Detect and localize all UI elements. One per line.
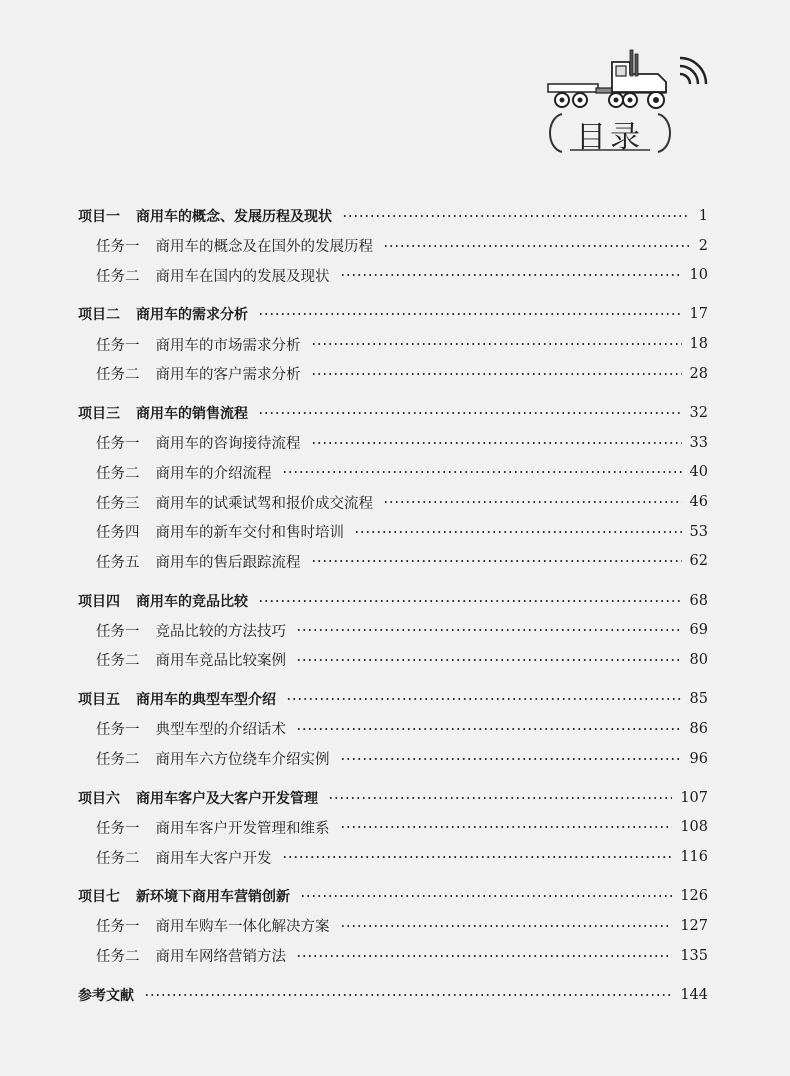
entry-title: 商用车的概念及在国外的发展历程 — [155, 239, 373, 256]
toc-task-entry[interactable] — [78, 941, 708, 971]
page-number: 69 — [689, 622, 708, 639]
entry-number: 任务一 — [96, 436, 140, 453]
toc-task-entry[interactable] — [78, 329, 708, 359]
entry-title: 商用车客户开发管理和维系 — [155, 820, 330, 837]
toc-task-entry[interactable] — [78, 547, 708, 577]
page-number: 135 — [680, 947, 708, 964]
entry-title: 商用车的咨询接待流程 — [155, 436, 301, 453]
toc-task-entry[interactable] — [78, 813, 708, 843]
toc-project-entry[interactable] — [78, 881, 708, 911]
entry-number: 任务二 — [96, 367, 140, 384]
entry-title: 典型车型的介绍话术 — [155, 722, 286, 739]
entry-title: 商用车的需求分析 — [136, 307, 248, 324]
toc-task-entry[interactable] — [78, 911, 708, 941]
toc-project-entry[interactable] — [78, 300, 708, 330]
entry-number: 项目四 — [78, 593, 120, 610]
dot-leader — [311, 343, 682, 345]
entry-number: 项目二 — [78, 307, 120, 324]
entry-title: 商用车竞品比较案例 — [155, 653, 286, 670]
toc-task-entry[interactable] — [78, 842, 708, 872]
toc-task-entry[interactable] — [78, 714, 708, 744]
entry-number: 任务二 — [96, 752, 140, 769]
page-number: 80 — [689, 651, 708, 668]
toc-references-entry[interactable] — [78, 980, 708, 1010]
entry-number: 任务二 — [96, 850, 140, 867]
entry-title: 竞品比较的方法技巧 — [155, 623, 286, 640]
entry-title: 商用车的新车交付和售时培训 — [155, 525, 344, 542]
toc-task-entry[interactable] — [78, 260, 708, 290]
page-number: 126 — [680, 888, 708, 905]
toc-header — [540, 48, 720, 158]
entry-number: 项目三 — [78, 405, 120, 422]
dot-leader — [296, 629, 682, 631]
entry-title: 商用车的典型车型介绍 — [136, 692, 276, 709]
dot-leader — [258, 600, 682, 602]
toc-task-entry[interactable] — [78, 645, 708, 675]
entry-number: 任务一 — [96, 722, 140, 739]
page-number: 32 — [689, 404, 708, 421]
entry-number: 任务三 — [96, 495, 140, 512]
toc-task-entry[interactable] — [78, 744, 708, 774]
entry-title: 参考文献 — [78, 987, 134, 1004]
toc-task-entry[interactable] — [78, 428, 708, 458]
dot-leader — [296, 659, 682, 661]
entry-title: 商用车的售后跟踪流程 — [155, 554, 301, 571]
page-number: 17 — [689, 306, 708, 323]
dot-leader — [300, 895, 672, 897]
page-number: 46 — [689, 494, 708, 511]
entry-number: 任务一 — [96, 239, 140, 256]
dot-leader — [340, 925, 673, 927]
toc-task-entry[interactable] — [78, 517, 708, 547]
entry-number: 项目七 — [78, 889, 120, 906]
toc-project-entry[interactable] — [78, 783, 708, 813]
entry-title: 商用车在国内的发展及现状 — [155, 268, 330, 285]
entry-title: 商用车的竞品比较 — [136, 593, 248, 610]
toc-project-entry[interactable] — [78, 684, 708, 714]
page-title: 目录 — [576, 120, 644, 155]
dot-leader — [383, 245, 690, 247]
entry-title: 商用车大客户开发 — [155, 850, 272, 867]
entry-number: 任务四 — [96, 525, 140, 542]
dot-leader — [144, 994, 672, 996]
dot-leader — [354, 531, 682, 533]
page-number: 144 — [680, 986, 708, 1003]
page-number: 10 — [689, 267, 708, 284]
page-number: 33 — [689, 434, 708, 451]
entry-number: 任务二 — [96, 268, 140, 285]
toc-task-entry[interactable] — [78, 359, 708, 389]
page-number: 28 — [689, 365, 708, 382]
page-number: 53 — [689, 523, 708, 540]
entry-number: 任务一 — [96, 919, 140, 936]
entry-title: 商用车的客户需求分析 — [155, 367, 301, 384]
dot-leader — [340, 274, 682, 276]
dot-leader — [340, 826, 673, 828]
page-number: 1 — [698, 207, 708, 224]
entry-number: 任务二 — [96, 653, 140, 670]
page-number: 62 — [689, 553, 708, 570]
dot-leader — [383, 501, 682, 503]
entry-number: 任务二 — [96, 465, 140, 482]
entry-title: 商用车的概念、发展历程及现状 — [136, 208, 332, 225]
entry-title: 商用车客户及大客户开发管理 — [136, 790, 318, 807]
dot-leader — [296, 955, 672, 957]
toc-project-entry[interactable] — [78, 586, 708, 616]
page-number: 2 — [698, 237, 708, 254]
page-number: 108 — [680, 819, 708, 836]
dot-leader — [282, 856, 673, 858]
page-number: 68 — [689, 592, 708, 609]
title-frame — [540, 110, 680, 156]
entry-number: 项目一 — [78, 208, 120, 225]
dot-leader — [282, 471, 682, 473]
entry-title: 商用车六方位绕车介绍实例 — [155, 752, 330, 769]
entry-number: 任务五 — [96, 554, 140, 571]
entry-title: 商用车的试乘试驾和报价成交流程 — [155, 495, 373, 512]
entry-number: 项目五 — [78, 692, 120, 709]
page-number: 40 — [689, 464, 708, 481]
table-of-contents — [78, 201, 708, 1010]
dot-leader — [286, 698, 682, 700]
dot-leader — [311, 442, 682, 444]
entry-number: 任务二 — [96, 949, 140, 966]
page-number: 107 — [680, 789, 708, 806]
toc-task-entry[interactable] — [78, 615, 708, 645]
toc-project-entry[interactable] — [78, 398, 708, 428]
truck-icon — [544, 48, 712, 112]
page-number: 18 — [689, 336, 708, 353]
toc-task-entry[interactable] — [78, 231, 708, 261]
dot-leader — [311, 373, 682, 375]
page-number: 96 — [689, 750, 708, 767]
entry-title: 商用车购车一体化解决方案 — [155, 919, 330, 936]
entry-number: 任务一 — [96, 820, 140, 837]
dot-leader — [311, 560, 682, 562]
entry-title: 商用车的销售流程 — [136, 405, 248, 422]
page-number: 127 — [680, 917, 708, 934]
entry-number: 任务一 — [96, 623, 140, 640]
toc-project-entry[interactable] — [78, 201, 708, 231]
page-number: 85 — [689, 691, 708, 708]
toc-task-entry[interactable] — [78, 487, 708, 517]
dot-leader — [296, 728, 682, 730]
page-number: 116 — [680, 849, 708, 866]
dot-leader — [328, 797, 672, 799]
entry-title: 新环境下商用车营销创新 — [136, 889, 290, 906]
dot-leader — [340, 758, 682, 760]
entry-title: 商用车的市场需求分析 — [155, 337, 301, 354]
toc-task-entry[interactable] — [78, 458, 708, 488]
page-number: 86 — [689, 720, 708, 737]
dot-leader — [258, 313, 682, 315]
entry-number: 任务一 — [96, 337, 140, 354]
entry-number: 项目六 — [78, 790, 120, 807]
dot-leader — [258, 412, 682, 414]
entry-title: 商用车的介绍流程 — [155, 465, 272, 482]
entry-title: 商用车网络营销方法 — [155, 949, 286, 966]
dot-leader — [342, 215, 690, 217]
